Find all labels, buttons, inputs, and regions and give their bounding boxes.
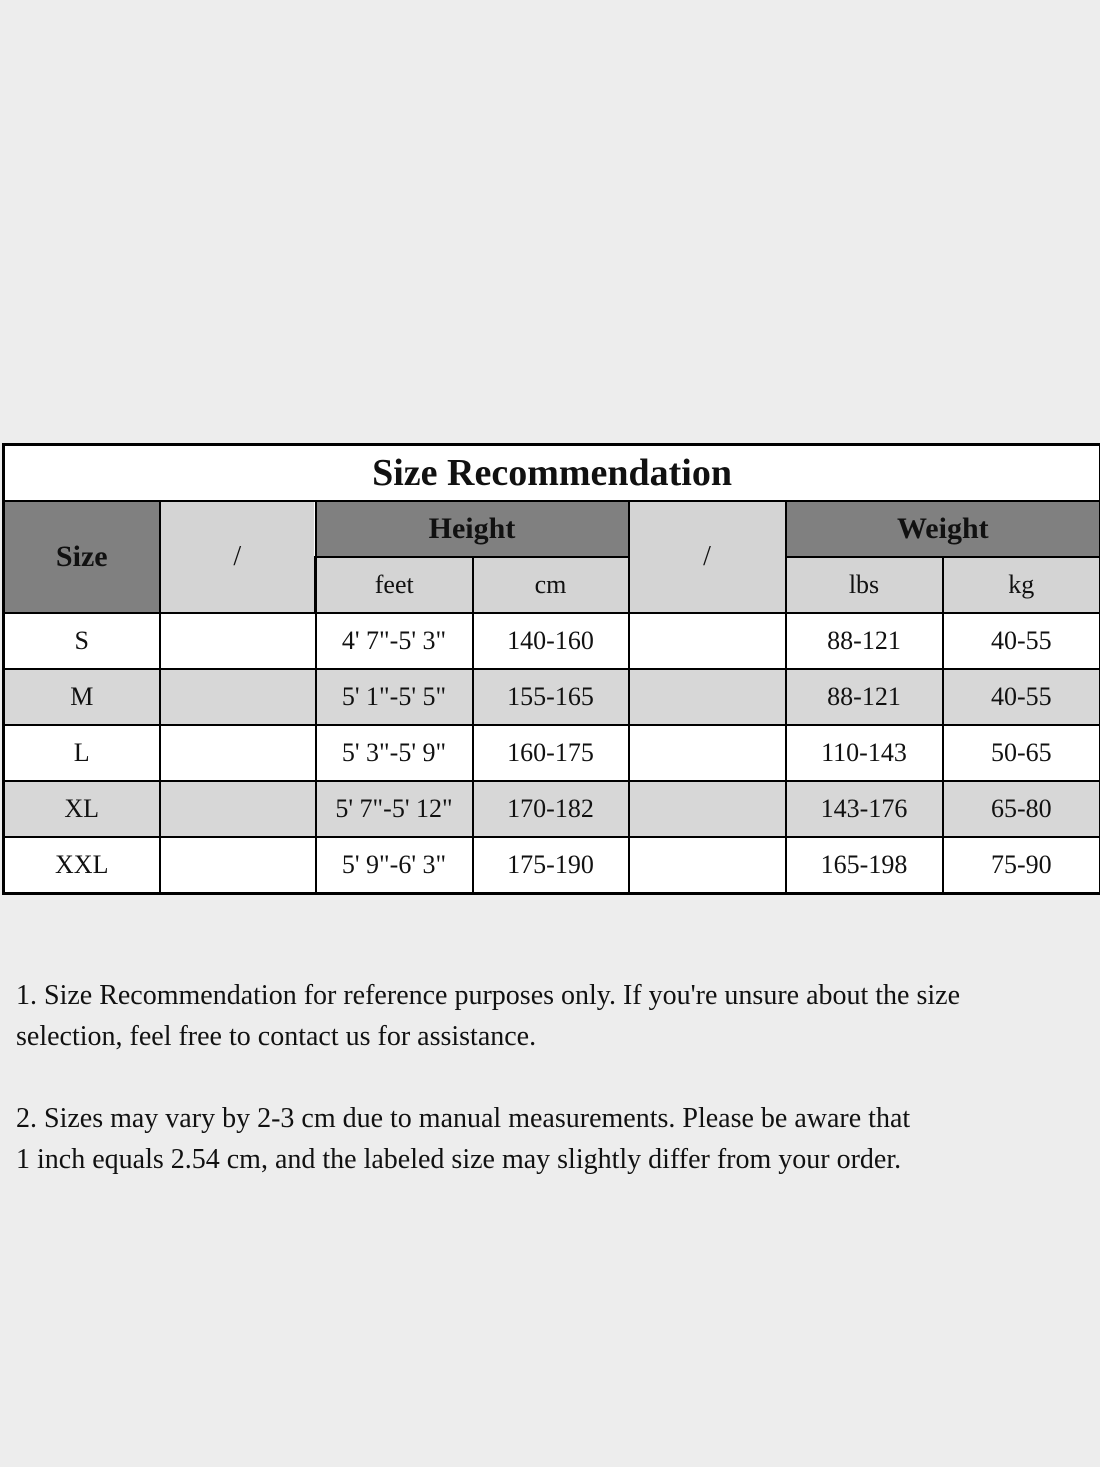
cell-size: XXL xyxy=(4,837,160,894)
table-row xyxy=(4,613,1100,669)
note-1-line-2: selection, feel free to contact us for assistance. xyxy=(16,1021,537,1052)
cell-blank xyxy=(629,781,786,837)
cell-cm: 160-175 xyxy=(473,725,629,781)
cell-size: M xyxy=(4,669,160,725)
cell-lbs: 143-176 xyxy=(786,781,943,837)
cell-size: L xyxy=(4,725,160,781)
cell-cm: 175-190 xyxy=(473,837,629,894)
cell-cm: 140-160 xyxy=(473,613,629,669)
cell-lbs: 88-121 xyxy=(786,669,943,725)
header-cm: cm xyxy=(473,557,629,613)
table-row xyxy=(4,725,1100,781)
note-2-line-1: 2. Sizes may vary by 2-3 cm due to manual measurements. Please be aware that xyxy=(16,1103,911,1134)
header-weight: Weight xyxy=(786,501,1100,557)
cell-blank xyxy=(629,725,786,781)
size-recommendation-table xyxy=(2,443,1100,895)
cell-lbs: 88-121 xyxy=(786,613,943,669)
cell-blank xyxy=(629,669,786,725)
cell-kg: 40-55 xyxy=(943,613,1100,669)
table-title: Size Recommendation xyxy=(4,445,1100,502)
header-kg: kg xyxy=(943,557,1100,613)
header-size: Size xyxy=(4,501,160,613)
cell-blank xyxy=(160,781,316,837)
cell-feet: 5' 1"-5' 5" xyxy=(316,669,473,725)
cell-kg: 65-80 xyxy=(943,781,1100,837)
cell-feet: 5' 9"-6' 3" xyxy=(316,837,473,894)
header-height: Height xyxy=(316,501,629,557)
table-row xyxy=(4,781,1100,837)
table-row xyxy=(4,669,1100,725)
notes-section xyxy=(16,975,1086,1221)
cell-lbs: 110-143 xyxy=(786,725,943,781)
cell-feet: 5' 7"-5' 12" xyxy=(316,781,473,837)
cell-feet: 4' 7"-5' 3" xyxy=(316,613,473,669)
cell-blank xyxy=(160,837,316,894)
cell-size: S xyxy=(4,613,160,669)
cell-cm: 170-182 xyxy=(473,781,629,837)
header-lbs: lbs xyxy=(786,557,943,613)
cell-lbs: 165-198 xyxy=(786,837,943,894)
note-2 xyxy=(16,1098,1086,1180)
cell-kg: 75-90 xyxy=(943,837,1100,894)
header-slash-1: / xyxy=(160,501,316,613)
cell-kg: 50-65 xyxy=(943,725,1100,781)
note-1-line-1: 1. Size Recommendation for reference purposes only. If you're unsure about the size xyxy=(16,980,961,1011)
header-feet: feet xyxy=(316,557,473,613)
cell-blank xyxy=(160,725,316,781)
cell-cm: 155-165 xyxy=(473,669,629,725)
cell-blank xyxy=(160,669,316,725)
cell-feet: 5' 3"-5' 9" xyxy=(316,725,473,781)
cell-blank xyxy=(160,613,316,669)
cell-size: XL xyxy=(4,781,160,837)
cell-blank xyxy=(629,613,786,669)
header-slash-2: / xyxy=(629,501,786,613)
cell-blank xyxy=(629,837,786,894)
table-row xyxy=(4,837,1100,894)
note-1 xyxy=(16,975,1086,1057)
cell-kg: 40-55 xyxy=(943,669,1100,725)
note-2-line-2: 1 inch equals 2.54 cm, and the labeled size may slightly differ from your order. xyxy=(16,1144,902,1175)
